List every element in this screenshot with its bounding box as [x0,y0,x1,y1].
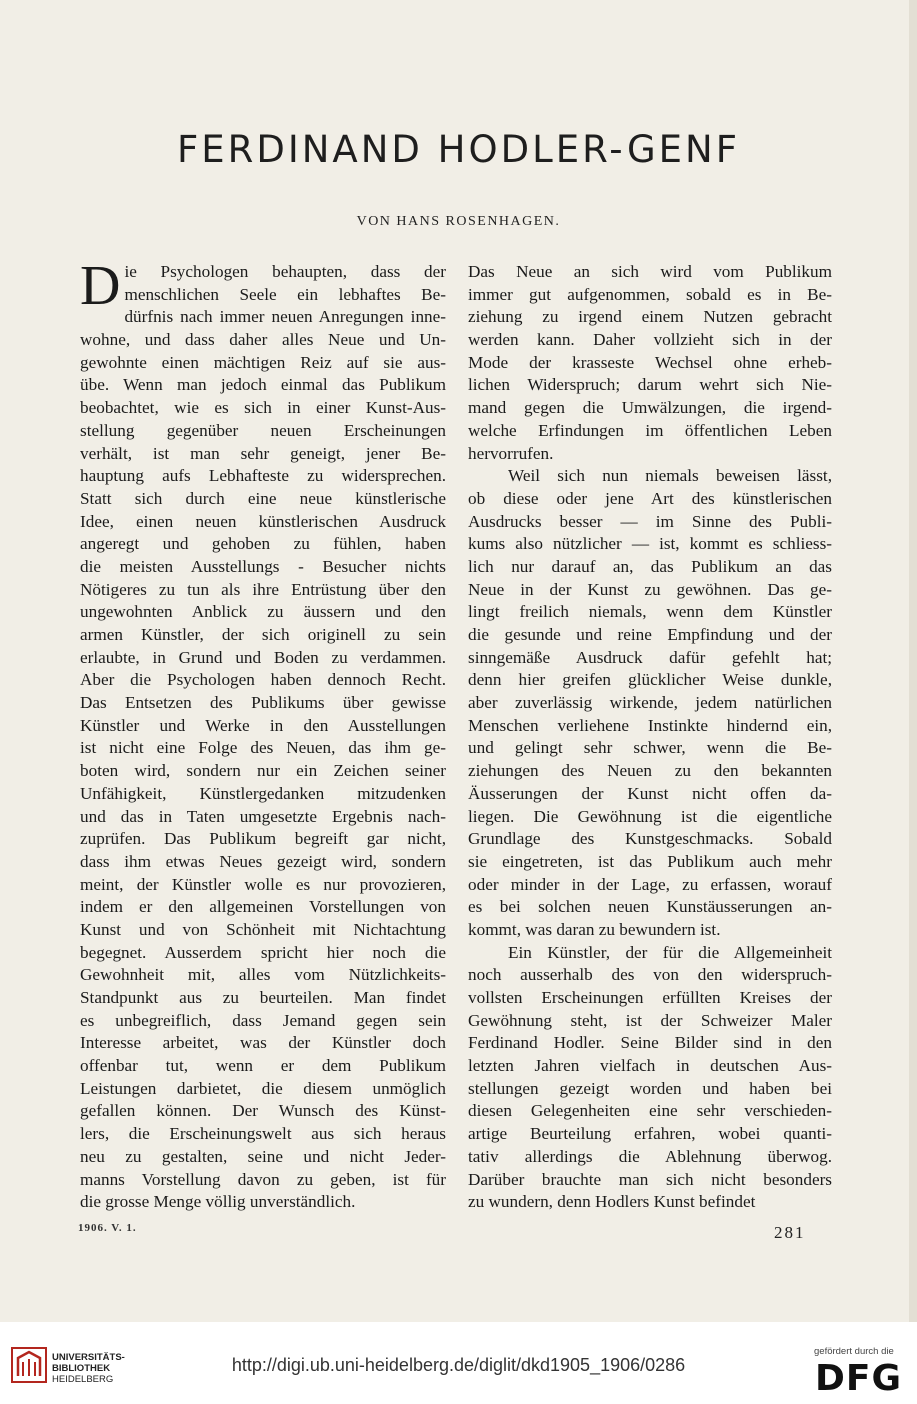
text-line: hervorrufen. [468,443,554,463]
text-line: oder minder in der Lage, zu erfassen, worauf [468,874,832,894]
text-line: es unbegreiflich, dass Jemand gegen sein [80,1010,446,1030]
right-column [468,261,832,1214]
page-number: 281 [774,1223,806,1242]
text-line: sie eingetreten, ist das Publikum auch mehr [468,851,832,871]
text-line: dass ihm etwas Neues gezeigt wird, sondern [80,851,446,871]
text-line: und gelingt sehr schwer, wenn die Be- [468,738,832,758]
text-line: diesen Gelegenheiten eine sehr verschieden- [468,1101,832,1121]
funding-note: gefördert durch die [814,1346,894,1357]
text-line: Leistungen darbietet, die diesem unmöglich [80,1078,446,1098]
text-line: ziehung zu irgend einem Nutzen gebracht [468,307,832,327]
text-line: Standpunkt aus zu beurteilen. Man findet [80,988,446,1007]
text-line: menschlichen Seele ein lebhaftes Be- [124,284,446,304]
text-line: Unfähigkeit, Künstlergedanken mitzudenken [80,783,446,803]
text-line: manns Vorstellung davon zu geben, ist für [80,1169,446,1189]
text-line: Aber die Psychologen haben dennoch Recht. [80,670,446,690]
text-line: Kunst und von Schönheit mit Nichtachtung [80,919,446,939]
dfg-logo: DFG [815,1358,903,1399]
text-line: ie Psychologen behaupten, dass der [124,262,446,281]
drop-cap: D [80,255,121,317]
text-line: ist nicht eine Folge des Neuen, das ihm ge- [80,738,446,758]
text-line: ob diese oder jene Art des künstlerischen [468,488,832,508]
text-line: gefallen können. Der Wunsch des Künst- [80,1101,446,1121]
text-line: Äusserungen der Kunst nicht offen da- [468,783,832,803]
text-line: vollsten Erscheinungen erfüllten Kreises der [468,988,832,1007]
text-line: artige Beurteilung erfahren, wobei quanti- [468,1124,832,1144]
text-line: begegnet. Ausserdem spricht hier noch die [80,942,446,962]
text-line: Ein Künstler, der für die Allgemeinheit [508,942,832,962]
page-edge [909,0,917,1322]
text-line: Nötigeres zu tun als ihre Entrüstung über den [80,579,446,599]
text-line: letzten Jahren vielfach in deutschen Aus- [468,1056,832,1076]
text-line: und das in Taten umgesetzte Ergebnis nach- [80,806,446,826]
text-line: übe. Wenn man jedoch einmal das Publikum [80,375,446,395]
signature-mark: 1906. V. 1. [78,1222,137,1234]
text-line: lers, die Erscheinungswelt aus sich heraus [80,1124,446,1144]
text-line: Ausdrucks besser — im Sinne des Publi- [468,511,832,531]
right-body [468,261,832,1214]
text-line: Mode der krasseste Wechsel ohne erheb- [468,352,832,372]
text-line: aber zuverlässig wirkende, jedem natürlichen [468,693,832,713]
text-line: lichen Widerspruch; darum wehrt sich Nie- [468,375,832,395]
text-line: Das Neue an sich wird vom Publikum [468,262,832,281]
library-line-2: BIBLIOTHEK [52,1363,111,1374]
article-title: FERDINAND HODLER-GENF [176,128,741,171]
text-line: kommt, was daran zu bewundern ist. [468,919,721,939]
text-line: neu zu gestalten, seine und nicht Jeder- [80,1146,446,1166]
text-line: Gewöhnung steht, ist der Schweizer Maler [468,1010,832,1030]
text-line: offenbar tut, wenn er dem Publikum [80,1056,446,1076]
text-line: immer gut aufgenommen, sobald es in Be- [468,284,832,304]
text-line: Neue in der Kunst zu gewöhnen. Das ge- [468,579,832,599]
text-line: erlaubte, in Grund und Boden zu verdammen. [80,647,446,667]
text-line: hauptung aufs Lebhafteste zu widersprechen. [80,466,446,486]
text-line: verhält, ist man sehr geneigt, jener Be- [80,443,446,463]
text-line: die grosse Menge völlig unverständlich. [80,1192,356,1212]
text-line: Weil sich nun niemals beweisen lässt, [508,466,832,486]
text-line: lingt freilich niemals, wenn dem Künstler [468,602,832,622]
text-line: boten wird, sondern nur ein Zeichen seiner [80,761,446,781]
text-line: Statt sich durch eine neue künstlerische [80,488,446,508]
text-line: mand gegen die Umwälzungen, die irgend- [468,398,832,418]
text-line: kums also nützlicher — ist, kommt es schliess- [468,534,832,554]
text-line: liegen. Die Gewöhnung ist die eigentliche [468,806,832,826]
text-line: zu wundern, denn Hodlers Kunst befindet [468,1192,756,1212]
text-line: gewohnte einen mächtigen Reiz auf sie aus- [80,352,446,372]
text-line: es bei solchen neuen Kunstäusserungen an- [468,897,832,917]
text-line: Interesse arbeitet, was der Künstler doch [80,1033,446,1053]
library-line-1: UNIVERSITÄTS- [52,1352,125,1363]
permalink-url[interactable]: http://digi.ub.uni-heidelberg.de/diglit/dkd1905_1906/0286 [231,1355,686,1375]
left-body [80,306,446,1214]
text-line: Ferdinand Hodler. Seine Bilder sind in den [468,1033,832,1053]
text-line: die meisten Ausstellungs - Besucher nichts [80,556,446,576]
library-line-3: HEIDELBERG [52,1374,114,1385]
text-line: denn hier greifen glücklicher Weise dunkle, [468,670,832,690]
text-line: Idee, einen neuen künstlerischen Ausdruck [80,511,446,531]
text-line: armen Künstler, der sich originell zu sein [80,625,446,644]
article-byline: VON HANS ROSENHAGEN. [356,214,561,229]
text-line: Darüber brauchte man sich nicht besonders [468,1169,832,1189]
text-line: ungewohnten Anblick zu äussern und den [80,602,446,622]
text-line: stellungen gezeigt worden und haben bei [468,1078,832,1098]
text-line: sinngemäße Ausdruck dafür gefehlt hat; [468,647,832,667]
text-line: Das Entsetzen des Publikums über gewisse [80,693,446,713]
text-line: stellung gegenüber neuen Erscheinungen [80,420,446,440]
text-line: zuprüfen. Das Publikum begreift gar nicht, [80,829,446,849]
text-line: Menschen verliehene Instinkte hindernd ein, [468,715,832,735]
text-line: werden kann. Daher vollzieht sich in der [468,330,832,350]
text-line: Künstler und Werke in den Ausstellungen [80,715,446,735]
text-line: ziehungen des Neuen zu den bekannten [468,761,832,781]
text-line: lich nur darauf an, das Publikum an das [468,556,832,576]
text-line: welche Erfindungen im öffentlichen Leben [468,420,832,440]
text-line: tativ allerdings die Ablehnung überwog. [468,1146,832,1166]
text-line: meint, der Künstler wolle es nur provozieren, [80,874,446,894]
text-line: Gewohnheit mit, alles vom Nützlichkeits- [80,965,446,985]
left-first-lines [80,261,446,306]
left-column [80,255,446,1214]
text-line: beobachtet, wie es sich in einer Kunst-Aus- [80,398,446,418]
text-line: dürfnis nach immer neuen Anregungen inne- [124,307,446,327]
text-line: noch ausserhalb des von den widerspruch- [468,965,832,985]
text-line: die gesunde und reine Empfindung und der [468,625,832,644]
text-line: angeregt und gehoben zu fühlen, haben [80,534,446,554]
text-line: Grundlage des Kunstgeschmacks. Sobald [468,829,832,849]
text-line: indem er den allgemeinen Vorstellungen von [80,897,446,917]
text-line: wohne, und dass daher alles Neue und Un- [80,330,446,350]
